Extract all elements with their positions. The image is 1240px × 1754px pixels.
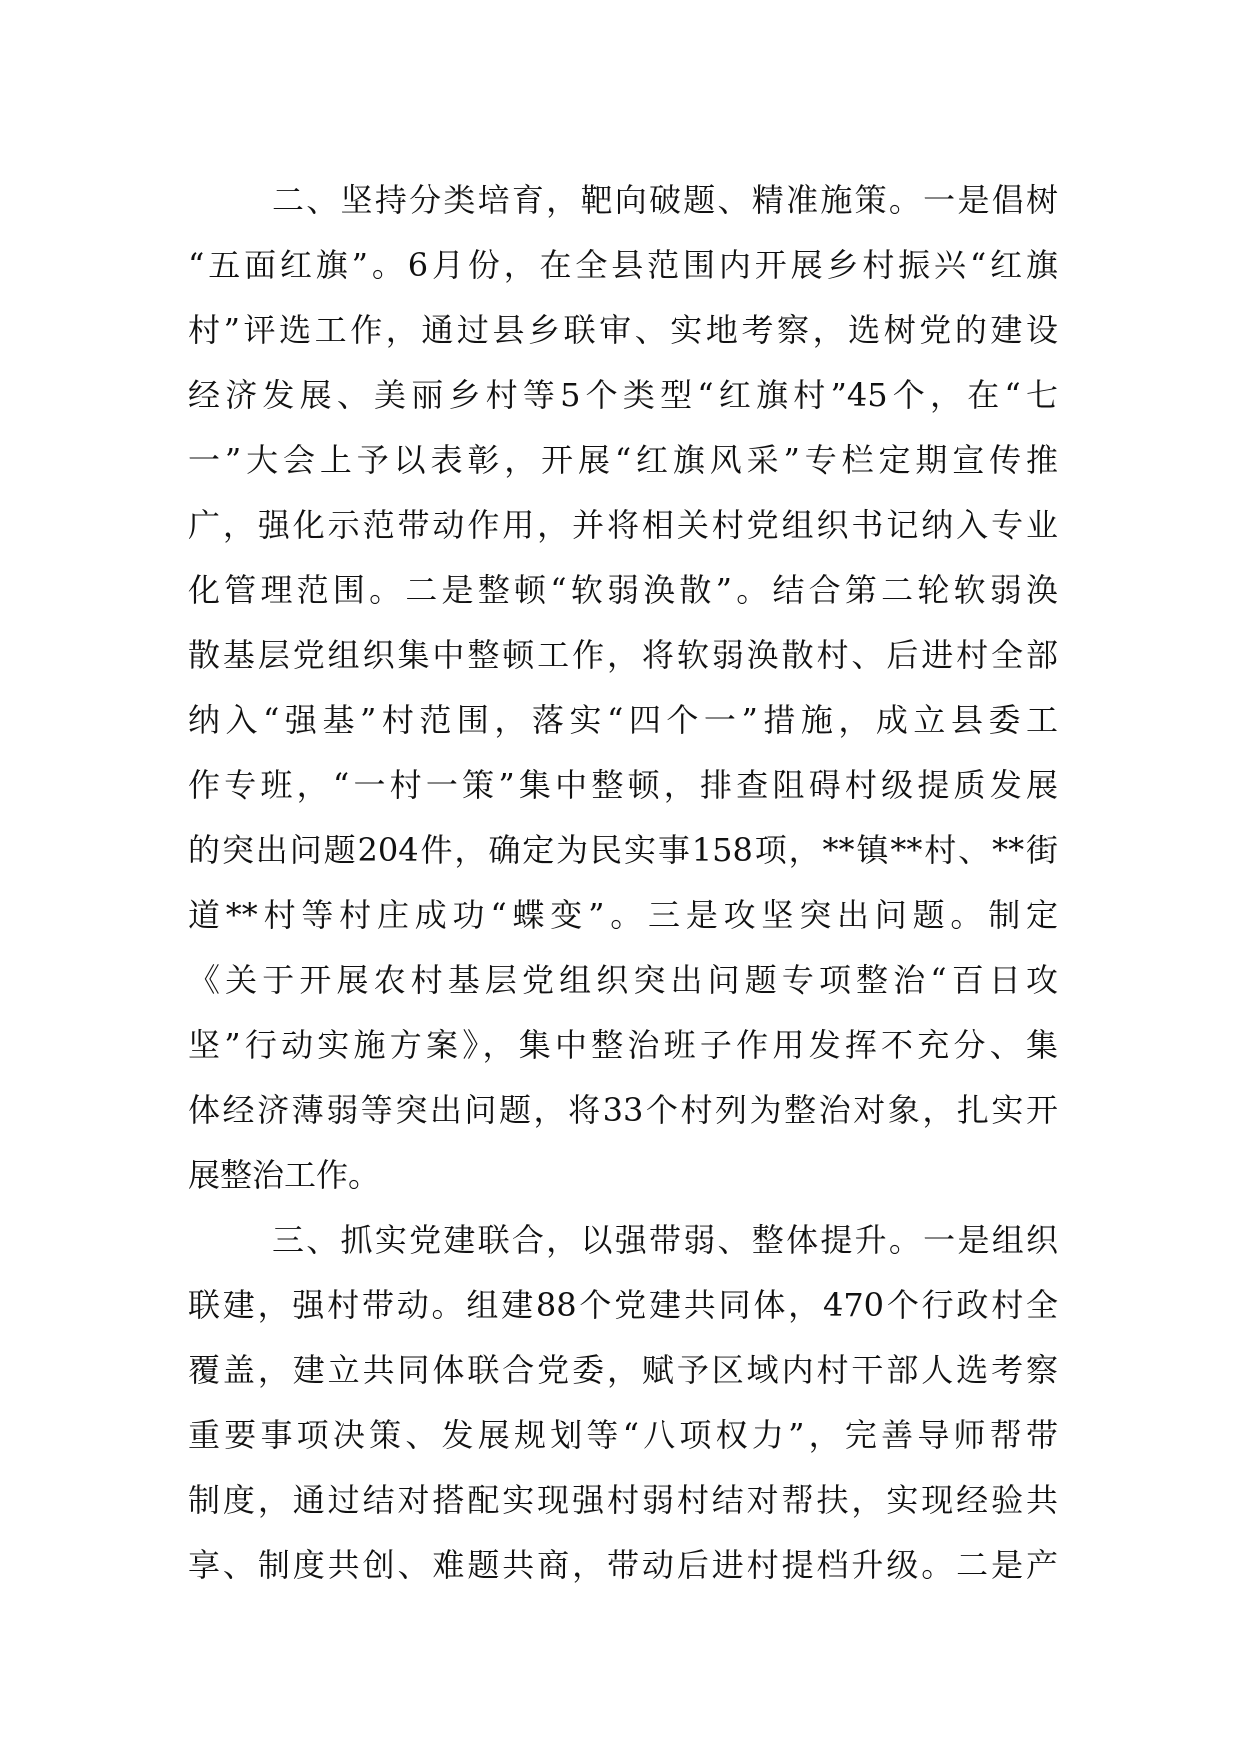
text-line: 纳入“强基”村范围，落实“四个一”措施，成立县委工 — [188, 701, 1058, 739]
text-line: 展整治工作。 — [188, 1156, 381, 1194]
text-line: 二、坚持分类培育，靶向破题、精准施策。一是倡树 — [272, 181, 1058, 219]
paragraph — [188, 168, 1058, 1208]
body-text — [188, 168, 1058, 1598]
text-line: “五面红旗”。6月份，在全县范围内开展乡村振兴“红旗 — [188, 246, 1058, 284]
text-line: 化管理范围。二是整顿“软弱涣散”。结合第二轮软弱涣 — [188, 571, 1058, 609]
text-line: 作专班，“一村一策”集中整顿，排查阻碍村级提质发展 — [188, 766, 1058, 804]
text-line: 体经济薄弱等突出问题，将33个村列为整治对象，扎实开 — [188, 1091, 1058, 1129]
text-line: 联建，强村带动。组建88个党建共同体，470个行政村全 — [188, 1286, 1058, 1324]
text-line: 经济发展、美丽乡村等5个类型“红旗村”45个，在“七 — [188, 376, 1058, 414]
text-line: 覆盖，建立共同体联合党委，赋予区域内村干部人选考察 — [188, 1351, 1058, 1389]
text-line: 重要事项决策、发展规划等“八项权力”，完善导师帮带 — [188, 1416, 1058, 1454]
text-line: 广，强化示范带动作用，并将相关村党组织书记纳入专业 — [188, 506, 1058, 544]
text-line: 散基层党组织集中整顿工作，将软弱涣散村、后进村全部 — [188, 636, 1058, 674]
text-line: 制度，通过结对搭配实现强村弱村结对帮扶，实现经验共 — [188, 1481, 1058, 1519]
text-line: 村”评选工作，通过县乡联审、实地考察，选树党的建设 — [188, 311, 1058, 349]
text-line: 道**村等村庄成功“蝶变”。三是攻坚突出问题。制定 — [188, 896, 1058, 934]
text-line: 坚”行动实施方案》，集中整治班子作用发挥不充分、集 — [188, 1026, 1058, 1064]
text-line: 《关于开展农村基层党组织突出问题专项整治“百日攻 — [188, 961, 1058, 999]
text-line: 的突出问题204件，确定为民实事158项，**镇**村、**街 — [188, 831, 1058, 869]
text-line: 三、抓实党建联合，以强带弱、整体提升。一是组织 — [272, 1221, 1058, 1259]
text-line: 享、制度共创、难题共商，带动后进村提档升级。二是产 — [188, 1546, 1058, 1584]
text-line: 一”大会上予以表彰，开展“红旗风采”专栏定期宣传推 — [188, 441, 1058, 479]
paragraph — [188, 1208, 1058, 1598]
